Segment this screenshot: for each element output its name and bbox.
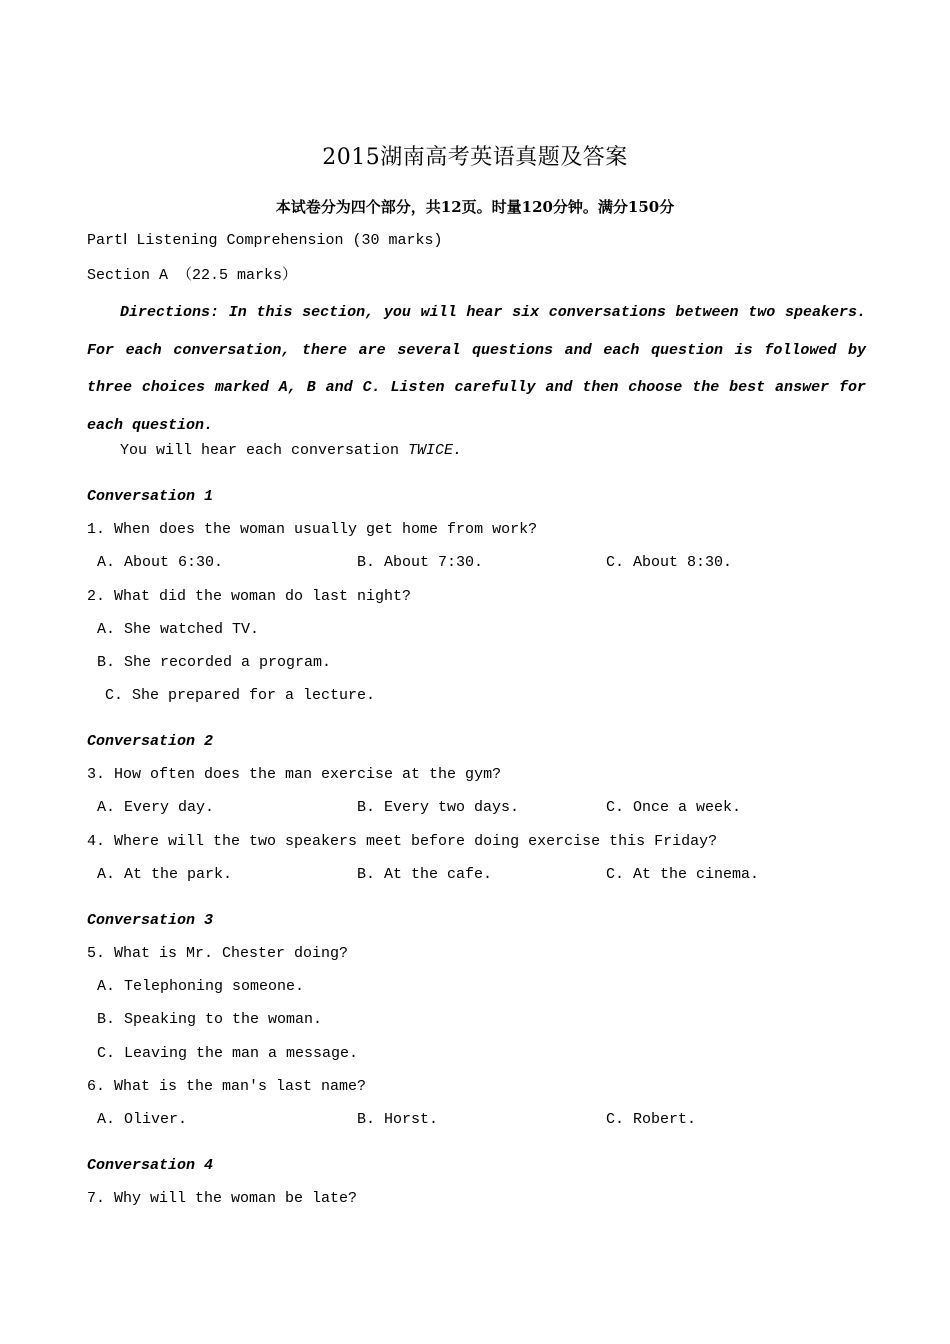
option-c: C. Robert. [606, 1111, 697, 1128]
twice-instruction [120, 442, 462, 459]
option-c: C. Leaving the man a message. [97, 1045, 359, 1062]
option-a: A. Every day. [97, 799, 215, 816]
question-text: 6. What is the man's last name? [87, 1078, 367, 1095]
option-c: C. At the cinema. [606, 866, 760, 883]
conversation-heading: Conversation 4 [87, 1157, 214, 1174]
option-b: B. Speaking to the woman. [97, 1011, 323, 1028]
option-a: A. About 6:30. [97, 554, 224, 571]
conversation-heading: Conversation 1 [87, 488, 214, 505]
option-a: A. Oliver. [97, 1111, 188, 1128]
twice-emphasis: TWICE. [408, 442, 463, 459]
option-c: C. Once a week. [606, 799, 742, 816]
question-text: 1. When does the woman usually get home from work? [87, 521, 538, 538]
option-b: B. At the cafe. [357, 866, 493, 883]
option-a: A. Telephoning someone. [97, 978, 305, 995]
twice-prefix: You will hear each conversation [120, 442, 409, 459]
question-text: 5. What is Mr. Chester doing? [87, 945, 349, 962]
option-a: A. She watched TV. [97, 621, 260, 638]
option-b: B. Horst. [357, 1111, 439, 1128]
question-text: 7. Why will the woman be late? [87, 1190, 358, 1207]
option-b: B. Every two days. [357, 799, 520, 816]
option-c: C. She prepared for a lecture. [105, 687, 376, 704]
directions-paragraph: Directions: In this section, you will hear six conversations between two speakers. For each conversation, there are several questions and each question is followed by three choices marked A, B and C. Listen carefully and then choose the best answer for each question. [87, 304, 866, 434]
question-text: 4. Where will the two speakers meet before doing exercise this Friday? [87, 833, 718, 850]
question-text: 2. What did the woman do last night? [87, 588, 412, 605]
exam-title: 2015湖南高考英语真题及答案 [322, 145, 628, 170]
exam-subtitle: 本试卷分为四个部分，共12页。时量120分钟。满分150分 [275, 198, 675, 216]
part-title: PartⅠ Listening Comprehension (30 marks) [87, 232, 443, 249]
section-title: Section A （22.5 marks） [87, 267, 298, 284]
conversation-heading: Conversation 3 [87, 912, 214, 929]
option-a: A. At the park. [97, 866, 233, 883]
question-text: 3. How often does the man exercise at the gym? [87, 766, 502, 783]
conversation-heading: Conversation 2 [87, 733, 214, 750]
option-b: B. She recorded a program. [97, 654, 332, 671]
option-b: B. About 7:30. [357, 554, 484, 571]
option-c: C. About 8:30. [606, 554, 733, 571]
